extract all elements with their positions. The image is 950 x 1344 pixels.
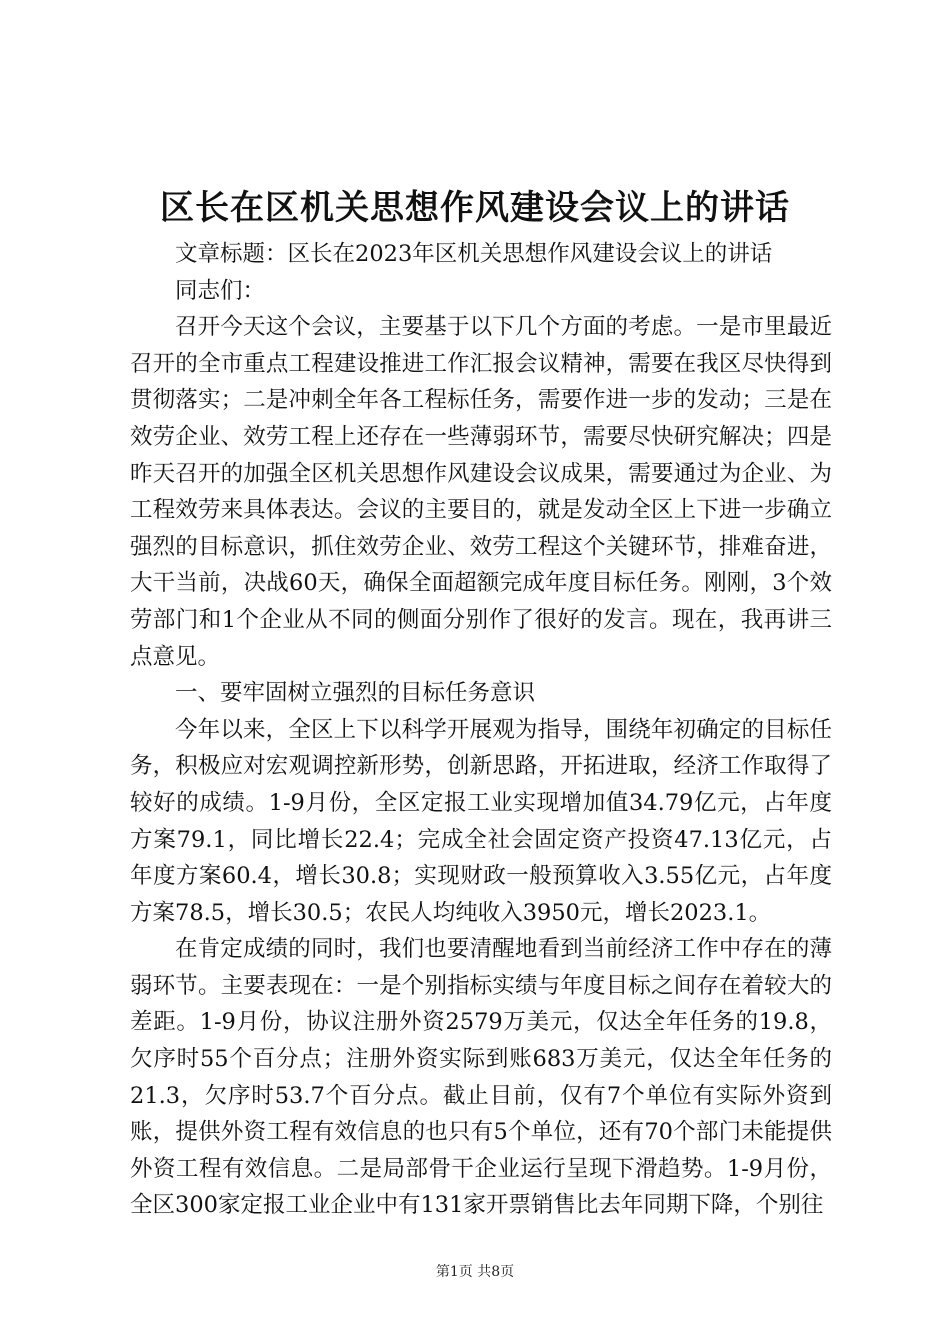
section-heading-1: 一、要牢固树立强烈的目标任务意识 [175,680,536,707]
paragraph-weaknesses: 在肯定成绩的同时，我们也要清醒地看到当前经济工作中存在的薄弱环节。主要表现在：一是个别指标实绩与年度目标之间存在着较大的差距。1-9月份，协议注册外资2579万美元，仅达全年任务的19.8，欠序时55个百分点；注册外资实际到账683万美元，仅达全年任务的21.3，欠序时53.7个百分点。截止目前，仅有7个单位有实际外资到账，提供外资工程有效信息的也只有5个单位，还有70个部门未能提供外资工程有效信息。二是局部骨干企业运行呈现下滑趋势。1-9月份，全区300家定报工业企业中有131家开票销售比去年同期下降，个别往 [130,936,832,1219]
document-title: 区长在区机关思想作风建设会议上的讲话 [160,188,790,228]
article-title-line: 文章标题：区长在2023年区机关思想作风建设会议上的讲话 [175,241,773,267]
paragraph-achievements: 今年以来，全区上下以科学开展观为指导，围绕年初确定的目标任务，积极应对宏观调控新形势，创新思路，开拓进取，经济工作取得了较好的成绩。1-9月份，全区定报工业实现增加值34.79亿元，占年度方案79.1，同比增长22.4；完成全社会固定资产投资47.13亿元，占年度方案60.4，增长30.8；实现财政一般预算收入3.55亿元，占年度方案78.5，增长30.5；农民人均纯收入3950元，增长2023.1。 [130,716,832,926]
paragraph-intro: 召开今天这个会议，主要基于以下几个方面的考虑。一是市里最近召开的全市重点工程建设推进工作汇报会议精神，需要在我区尽快得到贯彻落实；二是冲刺全年各工程标任务，需要作进一步的发动；三是在效劳企业、效劳工程上还存在一些薄弱环节，需要尽快研究解决；四是昨天召开的加强全区机关思想作风建设会议成果，需要通过为企业、为工程效劳来具体表达。会议的主要目的，就是发动全区上下进一步确立强烈的目标意识，抓住效劳企业、效劳工程这个关键环节，排难奋进，大干当前，决战60天，确保全面超额完成年度目标任务。刚刚，3个效劳部门和1个企业从不同的侧面分别作了很好的发言。现在，我再讲三点意见。 [130,314,832,670]
salutation: 同志们： [175,277,266,304]
document-body [130,236,832,1224]
page-number-footer: 第1页 共8页 [435,1264,515,1280]
